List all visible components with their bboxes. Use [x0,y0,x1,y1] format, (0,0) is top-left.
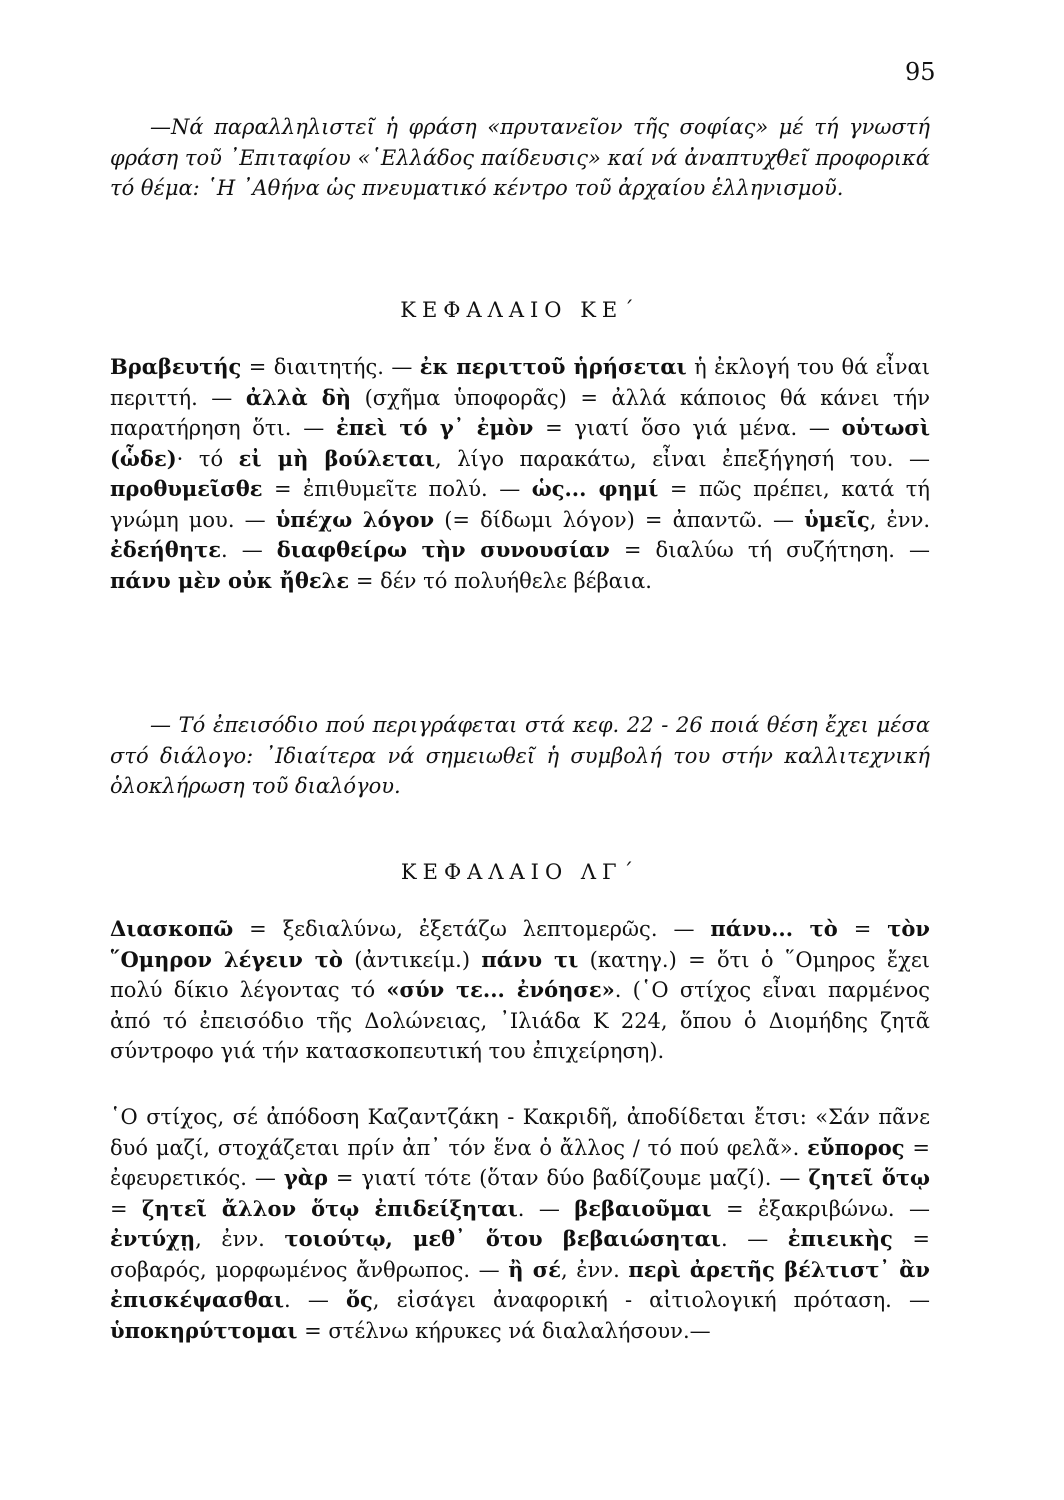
glossary-term: Βραβευτής [110,354,242,379]
chapter-ke-glossary [110,352,930,596]
glossary-term: ὅς [346,1287,373,1312]
glossary-paragraph [110,914,930,1067]
glossary-text: = πῶς πρέπει, κατά τή γνώμη μου. — [110,477,930,532]
glossary-text: · τό [176,446,239,471]
glossary-text: = διαλύω τή συζήτηση. — [609,538,930,562]
glossary-text: = γιατί τότε (ὅταν δύο βαδίζουμε μαζί). — [327,1166,809,1190]
page-number: 95 [905,58,936,86]
glossary-text: = ἐφευρετικός. — [110,1135,930,1190]
glossary-term: ἐκ περιττοῦ ἡρήσεται [419,354,687,379]
glossary-term: πάνυ τι [481,946,579,972]
glossary-term: εἰ μὴ βούλεται [238,445,436,471]
glossary-text: = γιατί ὅσο γιά μένα. — [533,416,842,440]
chapter-lg-glossary-2 [110,1102,930,1346]
glossary-term: ζητεῖ ἄλλον ὅτῳ ἐπιδείξηται [142,1195,518,1221]
glossary-text: = στέλνω κήρυκες νά διαλαλήσουν.— [297,1318,711,1343]
glossary-term: ἐπεὶ τό γ᾽ ἐμὸν [335,415,534,440]
chapter-lg-glossary-1 [110,914,930,1067]
glossary-text: ἡ ἐκλογή του θά εἶναι περιττή. — [110,355,930,410]
glossary-text: = διαιτητής. — [241,355,420,379]
glossary-text: (ἀντικείμ.) [342,947,482,972]
glossary-term: Διασκοπῶ [110,916,234,941]
glossary-text: . (῾Ο στίχος εἶναι παρμένος ἀπό τό ἐπεισόδιο τῆς Δολώνειας, ᾽Ιλιάδα Κ 224, ὅπου ὁ Διομήδης ζητᾶ σύντροφο γιά τήν κατασκοπευτική του ἐπιχείρηση). [110,978,930,1063]
glossary-term: ἐντύχῃ [110,1226,196,1251]
glossary-text: . — [284,1288,346,1312]
glossary-text: ῾Ο στίχος, σέ ἀπόδοση Καζαντζάκη - Κακριδῆ, ἀποδίδεται ἔτσι: «Σάν πᾶνε δυό μαζί, στοχάζεται πρίν ἀπ᾽ τόν ἕνα ὁ ἄλλος / τό πού φελᾶ». [110,1105,930,1160]
glossary-term: ἢ σέ [508,1256,561,1282]
glossary-text: = ἐπιθυμεῖτε πολύ. — [262,477,532,501]
glossary-text: . — [220,538,277,562]
glossary-term: ζητεῖ ὅτῳ [808,1165,930,1190]
glossary-term: γὰρ [283,1165,328,1190]
glossary-text: , εἰσάγει ἀναφορική - αἰτιολογική πρόταση. — [372,1288,930,1312]
glossary-text: = ξεδιαλύνω, ἐξετάζω λεπτομερῶς. — [233,917,711,941]
glossary-term: ὑμεῖς [804,506,870,532]
glossary-term: «σύν τε... ἐνόησε» [386,977,615,1002]
glossary-term: βεβαιοῦμαι [574,1195,712,1221]
glossary-term: ἐπιεικὴς [787,1226,893,1251]
glossary-text: (κατηγ.) = ὅτι ὁ ῞Ομηρος ἔχει πολύ δίκιο λέγοντας τό [110,947,930,1002]
glossary-paragraph [110,1102,930,1346]
glossary-term: ἀλλὰ δὴ [245,384,352,410]
chapter-heading-lg: ΚΕΦΑΛΑΙΟ ΛΓ΄ [400,860,640,884]
glossary-text: , ἐνν. [561,1257,629,1282]
glossary-term: περὶ ἀρετῆς βέλτιστ᾽ ἂν ἐπισκέψασθαι [110,1256,930,1312]
glossary-text: (= δίδωμι λόγον) = ἀπαντῶ. — [434,507,805,532]
glossary-text: , ἐνν. [869,507,931,532]
glossary-text: , ἐνν. [195,1227,285,1251]
glossary-term: ὑποκηρύττομαι [110,1317,298,1343]
chapter-ke-note-text: — Τό ἐπεισόδιο πού περιγράφεται στά κεφ. 22 - 26 ποιά θέση ἔχει μέσα στό διάλογο: ᾽Ιδιαίτερα νά σημειωθεῖ ἡ συμβολή του στήν καλλιτεχνική ὁλοκλήρωση τοῦ διαλόγου. [110,713,930,798]
glossary-term: ἐδεήθητε [110,537,221,562]
glossary-term: ὡς... φημί [531,476,659,501]
glossary-term: διαφθείρω τὴν συνουσίαν [276,537,610,562]
glossary-term: προθυμεῖσθε [110,476,263,501]
glossary-text: . — [720,1227,788,1251]
chapter-ke-note [110,710,930,802]
glossary-term: ὑπέχω λόγον [275,506,435,532]
glossary-term: τοιούτῳ, μεθ᾽ ὅτου βεβαιώσηται [284,1226,721,1251]
glossary-text: = [837,917,888,941]
glossary-term: οὑτωσὶ (ὧδε) [110,415,931,471]
chapter-heading-ke: ΚΕΦΑΛΑΙΟ ΚΕ΄ [400,298,640,322]
glossary-term: τὸν ῞Ομηρον λέγειν τὸ [110,916,930,972]
glossary-text: = σοβαρός, μορφωμένος ἄνθρωπος. — [110,1227,930,1282]
glossary-text: = δέν τό πολυήθελε βέβαια. [349,568,652,593]
intro-note-text: —Νά παραλληλιστεῖ ἡ φράση «πρυτανεῖον τῆς σοφίας» μέ τή γνωστή φράση τοῦ ᾽Επιταφίου «῾Ελλάδος παίδευσις» καί νά ἀναπτυχθεῖ προφορικά τό θέμα: ῾Η ᾽Αθήνα ὡς πνευματικό κέντρο τοῦ ἀρχαίου ἑλληνισμοῦ. [110,115,930,200]
glossary-text: = [110,1196,143,1221]
glossary-text: (σχῆμα ὑποφορᾶς) = ἀλλά κάποιος θά κάνει τήν παρατήρηση ὅτι. — [110,385,930,440]
glossary-term: πάνυ μὲν οὐκ ἤθελε [110,567,350,593]
glossary-text: . — [517,1196,575,1221]
glossary-text: , λίγο παρακάτω, εἶναι ἐπεξήγησή του. — [435,446,930,471]
intro-note [110,112,930,204]
glossary-text: = ἐξακριβώνω. — [711,1196,930,1221]
glossary-term: πάνυ... τὸ [710,916,838,941]
glossary-term: εὔπορος [807,1134,905,1160]
glossary-paragraph [110,352,930,596]
